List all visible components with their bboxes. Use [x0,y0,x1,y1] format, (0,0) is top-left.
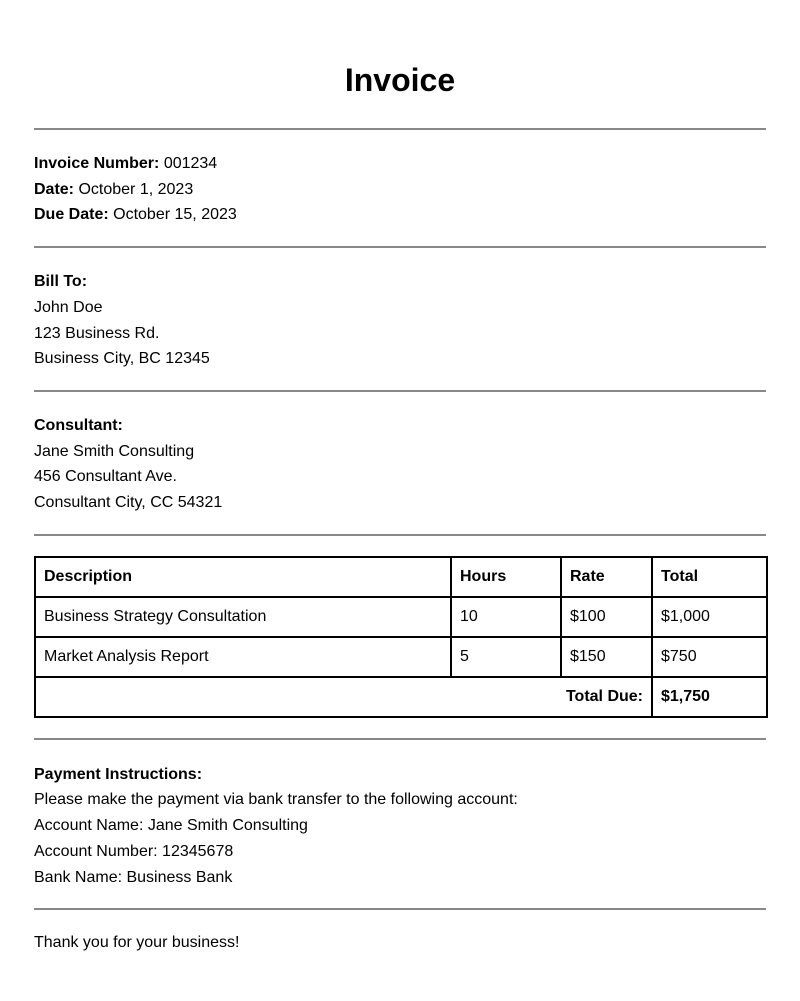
consultant-name: Jane Smith Consulting [34,442,195,460]
consultant-section [34,392,766,534]
consultant-address-line2: Consultant City, CC 54321 [34,494,223,512]
bill-to-address-line1: 123 Business Rd. [34,324,160,342]
column-header-rate: Rate [561,557,652,597]
invoice-number-label: Invoice Number: [34,155,160,172]
payment-heading: Payment Instructions: [34,765,203,783]
line-items-table [34,556,768,718]
consultant-heading: Consultant: [34,416,123,434]
invoice-page [34,0,766,956]
line-items-section [34,536,766,738]
table-row [35,637,767,677]
column-header-total: Total [652,557,767,597]
cell-hours: 5 [451,637,561,677]
account-name: Account Name: Jane Smith Consulting [34,817,308,835]
bank-name: Bank Name: Business Bank [34,868,233,886]
cell-description: Market Analysis Report [35,637,451,677]
due-date-label: Due Date: [34,206,109,224]
cell-hours: 10 [451,597,561,637]
due-date-value: October 15, 2023 [113,206,237,224]
total-due-label: Total Due: [35,677,652,717]
column-header-hours: Hours [451,557,561,597]
cell-rate: $100 [561,597,652,637]
due-date-line [34,202,766,228]
cell-rate: $150 [561,637,652,677]
bill-to-name: John Doe [34,298,103,316]
bill-to-address-line2: Business City, BC 12345 [34,350,210,368]
invoice-meta [34,130,766,246]
payment-instructions-section [34,740,766,909]
total-due-value: $1,750 [652,677,767,717]
table-row [35,597,767,637]
cell-description: Business Strategy Consultation [35,597,451,637]
payment-intro: Please make the payment via bank transfer to the following account: [34,791,518,809]
table-header-row [35,557,767,597]
date-value: October 1, 2023 [78,180,194,198]
page-title: Invoice [344,62,456,98]
total-due-row [35,677,767,717]
invoice-number-value: 001234 [163,155,218,172]
bill-to-section [34,248,766,390]
cell-total: $1,000 [652,597,767,637]
date-line [34,177,766,203]
date-label: Date: [34,180,75,198]
cell-total: $750 [652,637,767,677]
column-header-description: Description [35,557,451,597]
bill-to-heading: Bill To: [34,273,88,291]
consultant-address-line1: 456 Consultant Ave. [34,468,177,486]
account-number: Account Number: 12345678 [34,842,234,860]
invoice-number-line [34,151,766,177]
thank-you-note: Thank you for your business! [34,934,240,952]
